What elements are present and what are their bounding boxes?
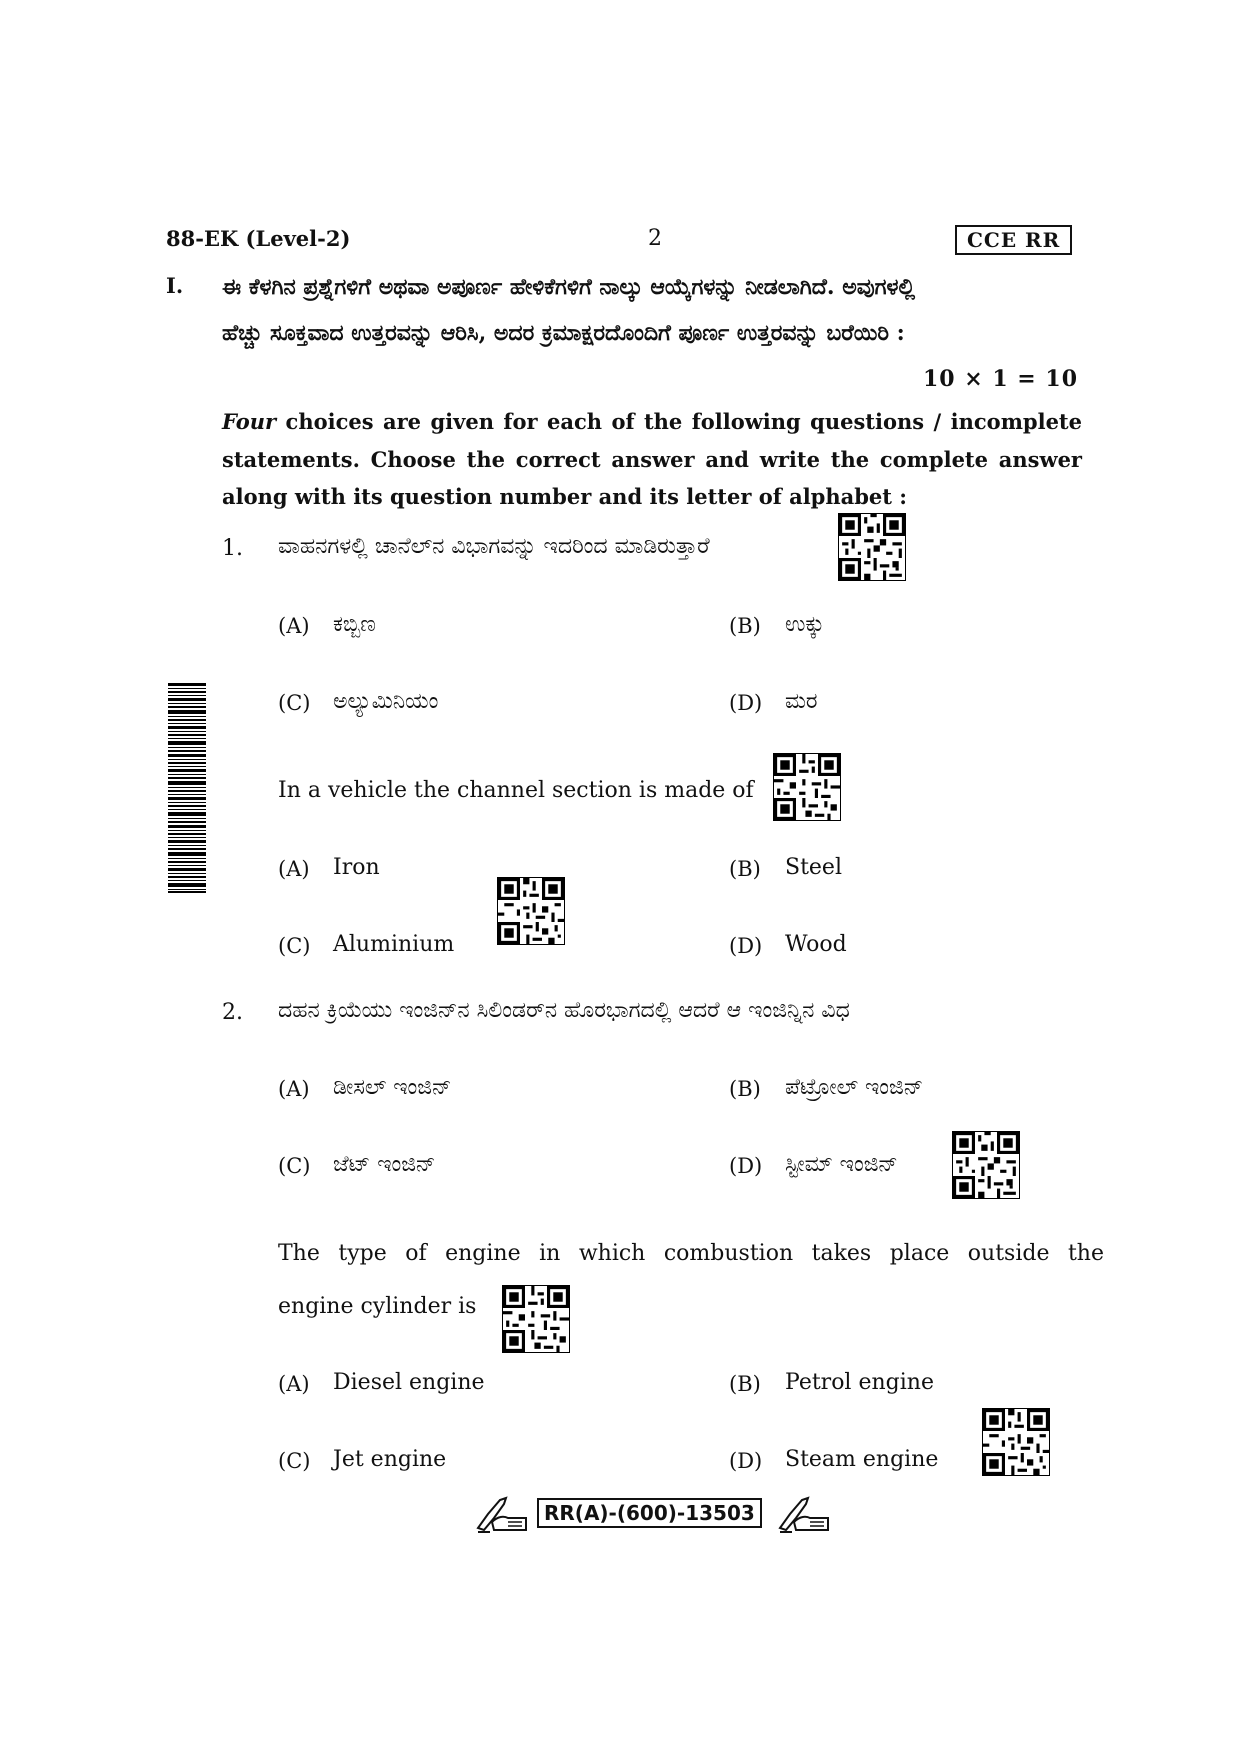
q1-en-option-a-text: Iron <box>333 855 380 880</box>
q1-kn-option-b-letter: (B) <box>729 614 761 638</box>
q2-en-option-c-letter: (C) <box>278 1449 311 1473</box>
q1-en-option-d-text: Wood <box>785 932 847 957</box>
q1-kn-option-c-text: ಅಲ್ಯುಮಿನಿಯಂ <box>333 689 439 714</box>
q2-en-option-b-letter: (B) <box>729 1372 761 1396</box>
instruction-emphasis: Four <box>222 409 277 434</box>
page-number: 2 <box>648 226 662 251</box>
question-2-english-text-line-1: The type of engine in which combustion takes place outside the <box>278 1241 1104 1266</box>
q1-kn-option-d-letter: (D) <box>729 691 763 715</box>
q2-en-option-a-letter: (A) <box>278 1372 310 1396</box>
q1-en-option-a-letter: (A) <box>278 857 310 881</box>
q2-en-option-b-text: Petrol engine <box>785 1370 934 1395</box>
question-1-number: 1. <box>222 536 243 561</box>
instruction-kannada <box>222 264 1082 356</box>
qr-code-icon <box>502 1285 570 1353</box>
q2-kn-option-a-letter: (A) <box>278 1077 310 1101</box>
qr-code-icon <box>838 513 906 581</box>
q2-kn-option-d-letter: (D) <box>729 1154 763 1178</box>
q2-kn-option-b-text: ಪೆಟ್ರೋಲ್ ಇಂಜಿನ್ <box>785 1075 924 1100</box>
writing-hand-icon <box>776 1494 832 1534</box>
q2-kn-option-c-letter: (C) <box>278 1154 311 1178</box>
question-2-number: 2. <box>222 1000 243 1025</box>
footer-code: RR(A)-(600)-13503 <box>537 1498 762 1528</box>
instruction-kannada-line-2: ಹೆಚ್ಚು ಸೂಕ್ತವಾದ ಉತ್ತರವನ್ನು ಆರಿಸಿ, ಅದರ ಕ್ರಮಾಕ್ಷರದೊಂದಿಗೆ ಪೂರ್ಣ ಉತ್ತರವನ್ನು ಬರೆಯಿರಿ : <box>222 320 905 346</box>
instruction-kannada-line-1: ಈ ಕೆಳಗಿನ ಪ್ರಶ್ನೆಗಳಿಗೆ ಅಥವಾ ಅಪೂರ್ಣ ಹೇಳಿಕೆಗಳಿಗೆ ನಾಲ್ಕು ಆಯ್ಕೆಗಳನ್ನು ನೀಡಲಾಗಿದೆ. ಅವುಗಳಲ್ಲಿ <box>222 274 916 300</box>
q2-en-option-c-text: Jet engine <box>333 1447 447 1472</box>
question-2-english-text-line-2: engine cylinder is <box>278 1294 477 1319</box>
q2-kn-option-a-text: ಡೀಸಲ್ ಇಂಜಿನ್ <box>333 1075 452 1100</box>
q2-kn-option-c-text: ಜೆಟ್ ಇಂಜಿನ್ <box>333 1152 436 1177</box>
marks-allocation: 10 × 1 = 10 <box>922 366 1078 392</box>
q1-en-option-c-text: Aluminium <box>333 932 455 957</box>
question-1-kannada-text: ವಾಹನಗಳಲ್ಲಿ ಚಾನೆಲ್‌ನ ವಿಭಾಗವನ್ನು ಇದರಿಂದ ಮಾಡಿರುತ್ತಾರೆ <box>278 534 710 559</box>
question-2-kannada-text: ದಹನ ಕ್ರಿಯೆಯು ಇಂಜಿನ್‌ನ ಸಿಲಿಂಡರ್‌ನ ಹೊರಭಾಗದಲ್ಲಿ ಆದರೆ ಆ ಇಂಜಿನ್ನಿನ ವಿಧ <box>278 998 850 1023</box>
qr-code-icon <box>952 1131 1020 1199</box>
q2-kn-option-b-letter: (B) <box>729 1077 761 1101</box>
q1-kn-option-d-text: ಮರ <box>785 689 818 714</box>
q2-en-option-d-letter: (D) <box>729 1449 763 1473</box>
q1-kn-option-c-letter: (C) <box>278 691 311 715</box>
q2-en-option-d-text: Steam engine <box>785 1447 939 1472</box>
q2-en-option-a-text: Diesel engine <box>333 1370 485 1395</box>
instruction-english <box>222 403 1082 516</box>
q1-en-option-d-letter: (D) <box>729 934 763 958</box>
q1-en-option-c-letter: (C) <box>278 934 311 958</box>
instruction-english-text: choices are given for each of the following questions / incomplete statements. Choose the correct answer and write the complete answer along with its question number and its letter of alphabet : <box>222 409 1082 509</box>
question-1-english-text: In a vehicle the channel section is made of <box>278 778 754 803</box>
q1-kn-option-a-letter: (A) <box>278 614 310 638</box>
exam-code: 88-EK (Level-2) <box>166 226 351 251</box>
cce-rr-badge: CCE RR <box>955 225 1072 255</box>
q1-en-option-b-text: Steel <box>785 855 842 880</box>
qr-code-icon <box>773 753 841 821</box>
q2-kn-option-d-text: ಸ್ಟೀಮ್ ಇಂಜಿನ್ <box>785 1152 898 1177</box>
section-number: I. <box>166 273 184 298</box>
qr-code-icon <box>982 1408 1050 1476</box>
q1-kn-option-a-text: ಕಬ್ಬಿಣ <box>333 612 376 637</box>
q1-en-option-b-letter: (B) <box>729 857 761 881</box>
writing-hand-icon <box>474 1494 530 1534</box>
qr-code-icon <box>497 877 565 945</box>
q1-kn-option-b-text: ಉಕ್ಕು <box>785 612 825 637</box>
barcode-icon <box>168 683 206 893</box>
